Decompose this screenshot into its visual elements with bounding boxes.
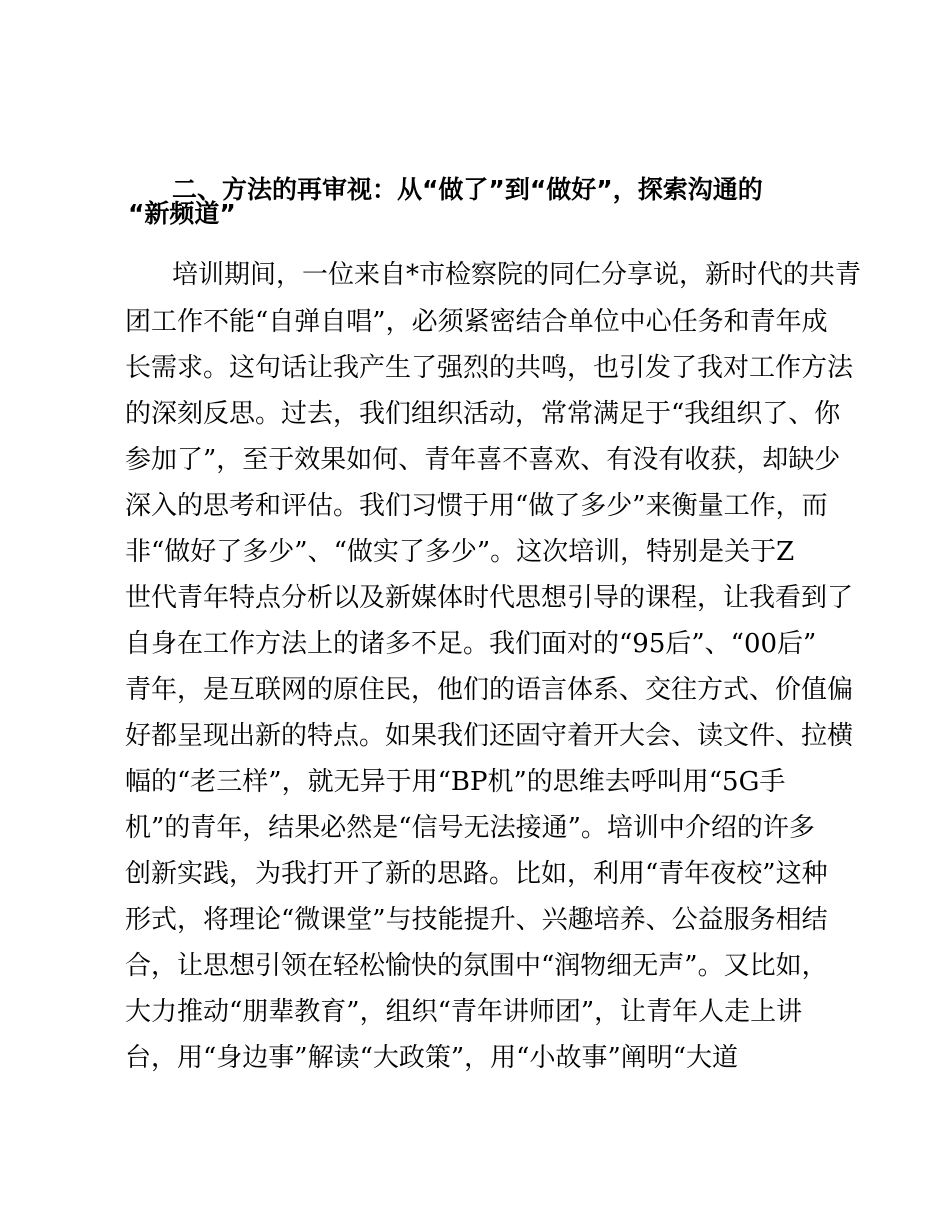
paragraph-line-2: 团工作不能“自弹自唱”，必须紧密结合单位中心任务和青年成 [125,307,828,337]
section-heading-line-1: 二、方法的再审视：从“做了”到“做好”，探索沟通的 [172,175,763,204]
paragraph-line-16: 合，让思想引领在轻松愉快的氛围中“润物细无声”。又比如， [125,951,828,981]
paragraph-line-8: 世代青年特点分析以及新媒体时代思想引导的课程，让我看到了 [125,583,854,613]
section-heading-line-2: “新频道” [128,199,236,228]
paragraph-line-9: 自身在工作方法上的诸多不足。我们面对的“95后”、“00后” [125,629,817,659]
paragraph-line-13: 机”的青年，结果必然是“信号无法接通”。培训中介绍的许多 [125,813,815,843]
paragraph-line-10: 青年，是互联网的原住民，他们的语言体系、交往方式、价值偏 [125,675,854,705]
paragraph-line-18: 台，用“身边事”解读“大政策”，用“小故事”阐明“大道 [125,1043,739,1073]
paragraph-line-17: 大力推动“朋辈教育”，组织“青年讲师团”，让青年人走上讲 [125,997,803,1027]
paragraph-line-12: 幅的“老三样”，就无异于用“BP机”的思维去呼叫用“5G手 [125,767,786,797]
paragraph-line-5: 参加了”，至于效果如何、青年喜不喜欢、有没有收获，却缺少 [125,445,841,475]
paragraph-line-6: 深入的思考和评估。我们习惯于用“做了多少”来衡量工作，而 [125,491,828,521]
paragraph-line-3: 长需求。这句话让我产生了强烈的共鸣，也引发了我对工作方法 [125,353,854,383]
paragraph-line-15: 形式，将理论“微课堂”与技能提升、兴趣培养、公益服务相结 [125,905,828,935]
paragraph-line-4: 的深刻反思。过去，我们组织活动，常常满足于“我组织了、你 [125,399,841,429]
paragraph-line-1: 培训期间，一位来自*市检察院的同仁分享说，新时代的共青 [172,260,862,290]
paragraph-line-14: 创新实践，为我打开了新的思路。比如，利用“青年夜校”这种 [125,859,828,889]
paragraph-line-11: 好都呈现出新的特点。如果我们还固守着开大会、读文件、拉横 [125,721,854,751]
paragraph-line-7: 非“做好了多少”、“做实了多少”。这次培训，特别是关于Z [125,537,795,567]
